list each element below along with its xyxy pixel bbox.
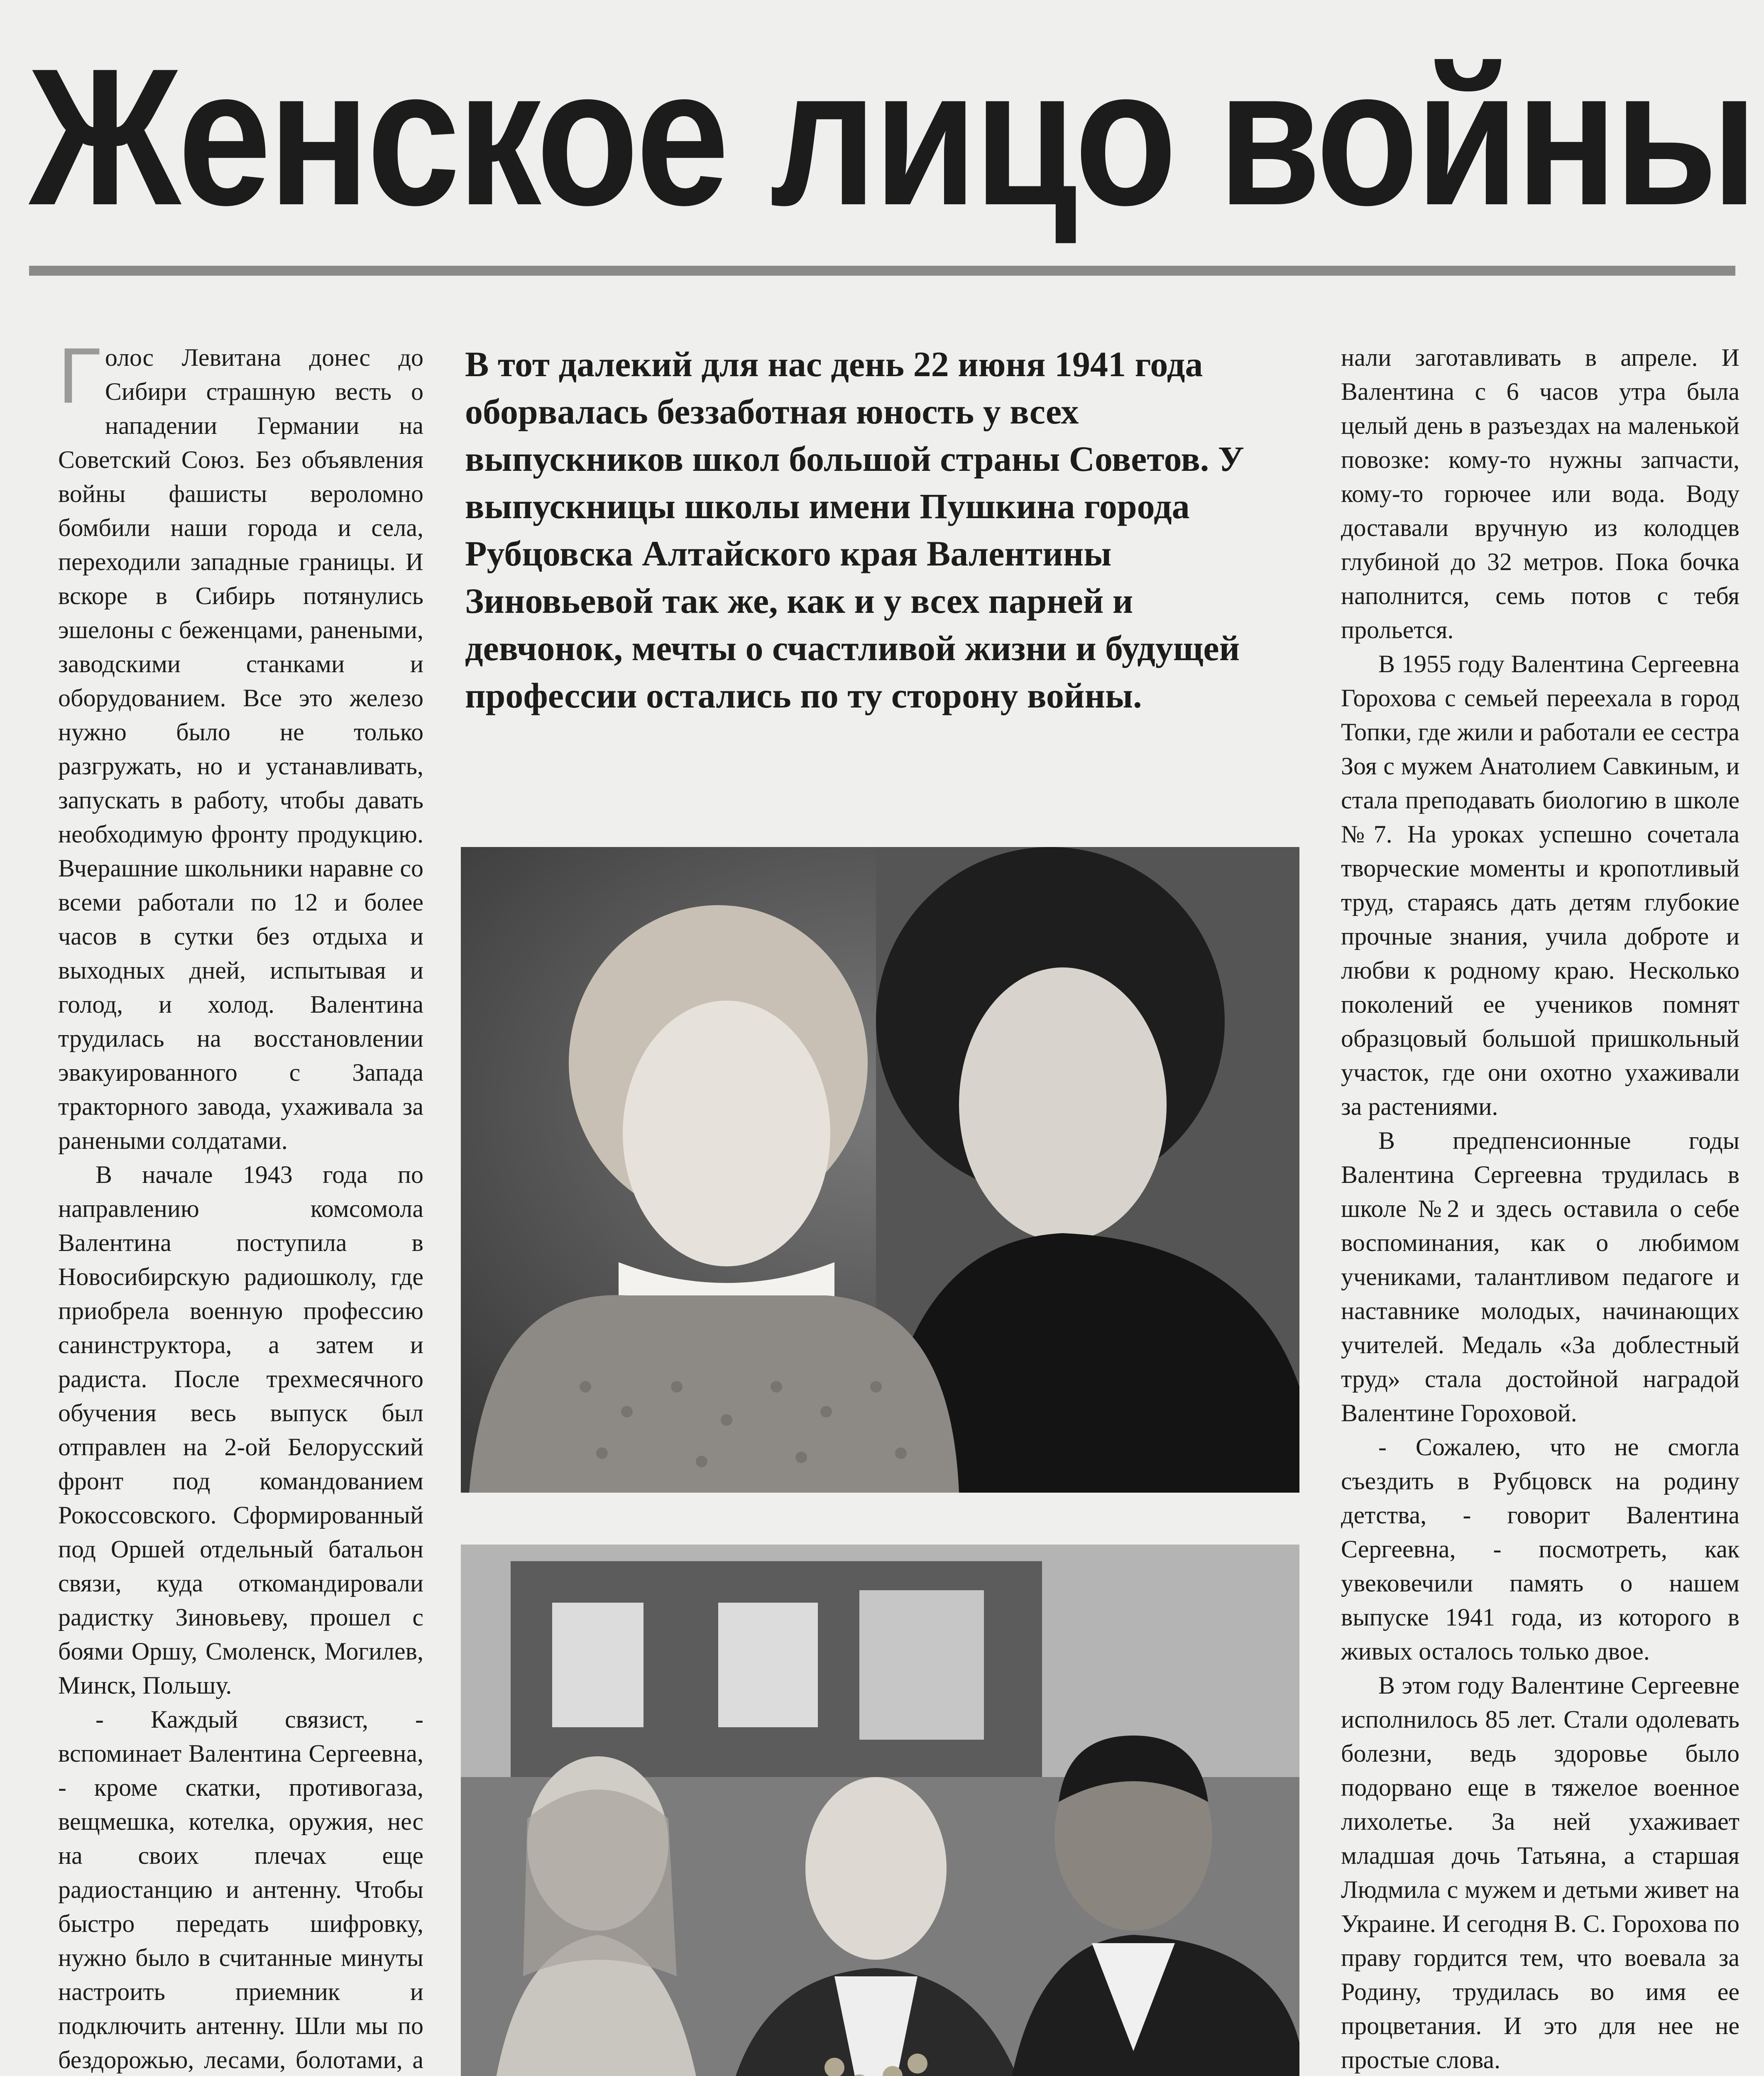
paragraph: В этом году Валентине Сергеевне исполнилось 85 лет. Стали одолевать болезни, ведь здоровье было подорвано еще в тяжелое военное лихолетье. За ней ухаживает младшая дочь Татьяна, а старшая Людмила с мужем и детьми живет на Украине. И сегодня В. С. Горохова по праву гордится тем, что воевала за Родину, трудилась во имя ее процветания. И это для нее не простые слова.: [1341, 1672, 1740, 2074]
dropcap: Г: [58, 332, 101, 420]
photo-victory-day-group-image: [461, 1545, 1299, 2076]
paragraph: нали заготавливать в апреле. И Валентина с 6 часов утра была целый день в разъездах на маленькой повозке: кому-то нужны запчасти, кому-то горючее или вода. Воду доставали вручную из колодцев глубиной до 32 метров. Пока бочка наполнится, семь потов с тебя прольется.: [1341, 344, 1740, 644]
headline: Женское лицо войны: [29, 28, 1755, 246]
lead-paragraph: В тот далекий для нас день 22 июня 1941 года оборвалась беззаботная юность у всех выпускников школ большой страны Советов. У выпускницы школы имени Пушкина города Рубцовска Алтайского края Валентины Зиновьевой так же, как и у всех парней и девчонок, мечты о счастливой жизни и будущей профессии остались по ту сторону войны.: [465, 344, 1244, 715]
paragraph-text: олос Левитана донес до Сибири страшную весть о нападении Германии на Советский Союз. Без объявления войны фашисты вероломно бомбили наши города и села, переходили западные границы. И вскоре в Сибирь потянулись эшелоны с беженцами, ранеными, заводскими станками и оборудованием. Все это железо нужно было не только разгружать, но и устанавливать, запускать в работу, чтобы давать необходимую фронту продукцию. Вчерашние школьники наравне со всеми работали по 12 и более часов в сутки без отдыха и выходных дней, испытывая и голод, и холод. Валентина трудилась на восстановлении эвакуированного с Запада тракторного завода, ухаживала за ранеными солдатами.: [58, 344, 423, 1154]
photo-mother-daughter: [461, 847, 1299, 1493]
column-1: [58, 332, 423, 2076]
paragraph: - Сожалею, что не смогла съездить в Рубцовск на родину детства, - говорит Валентина Сергеевна, - посмотреть, как увековечили память о нашем выпуске 1941 года, из которого в живых осталось только двое.: [1341, 1433, 1740, 1665]
paragraph: В 1955 году Валентина Сергеевна Горохова с семьей переехала в город Топки, где жили и работали ее сестра Зоя с мужем Анатолием Савкиным, и стала преподавать биологию в школе №7. На уроках успешно сочетала творческие моменты и кропотливый труд, стараясь дать детям глубокие прочные знания, учила доброте и любви к родному краю. Несколько поколений ее учеников помнят образцовый большой пришкольный участок, где они охотно ухаживали за растениями.: [1341, 650, 1740, 1120]
paragraph: В начале 1943 года по направлению комсомола Валентина поступила в Новосибирскую радиошколу, где приобрела военную профессию санинструктора, а затем и радиста. После трехмесячного обучения весь выпуск был отправлен на 2-ой Белорусский фронт под командованием Рокоссовского. Сформированный под Оршей отдельный батальон связи, куда откомандировали радистку Зиновьеву, прошел с боями Оршу, Смоленск, Могилев, Минск, Польшу.: [58, 1161, 423, 1699]
photo-mother-daughter-image: [461, 847, 1299, 1493]
headline-rule: [29, 266, 1735, 276]
paragraph: - Каждый связист, - вспоминает Валентина Сергеевна, - кроме скатки, противогаза, вещмешка, котелка, оружия, нес на своих плечах еще радиостанцию и антенну. Чтобы быстро передать шифровку, нужно было в считанные минуты настроить приемник и подключить антенну. Шли мы по бездорожью, лесами, болотами, а: [58, 1706, 423, 2074]
column-4: [1341, 340, 1740, 2076]
paragraph: В предпенсионные годы Валентина Сергеевна трудилась в школе №2 и здесь оставила о себе воспоминания, как о любимом учениками, талантливом педагоге и наставнике молодых, начинающих учителей. Медаль «За доблестный труд» стала достойной наградой Валентине Гороховой.: [1341, 1127, 1740, 1427]
photo-victory-day-group: [461, 1545, 1299, 2076]
paragraph: [58, 332, 423, 1158]
